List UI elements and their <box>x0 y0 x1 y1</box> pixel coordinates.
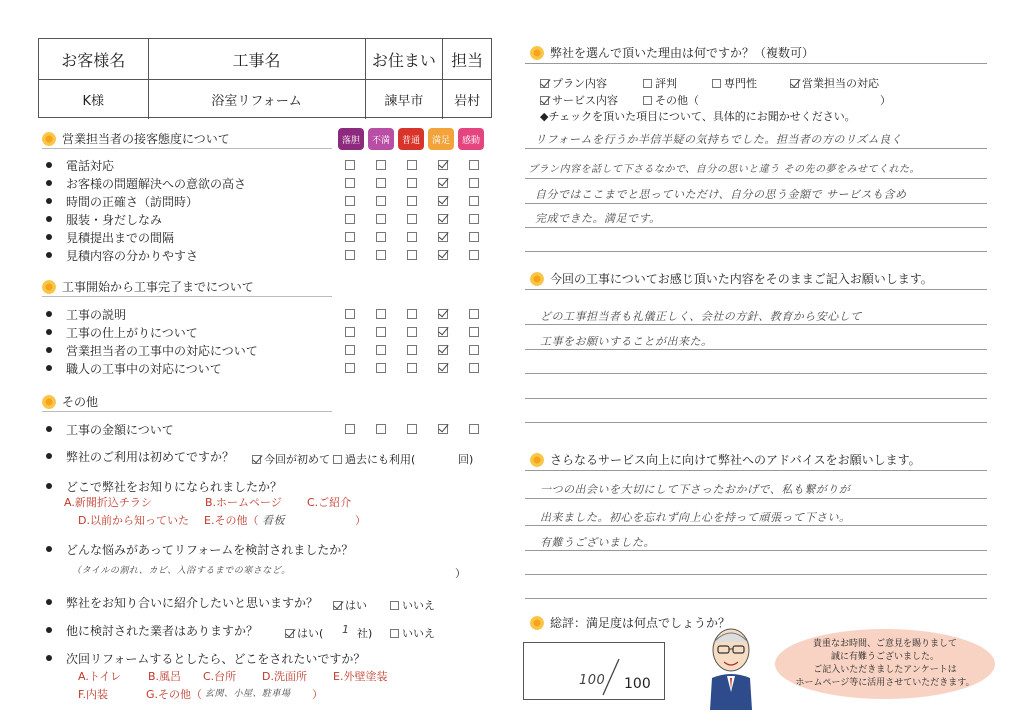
rating-badge: 落胆 <box>338 128 364 150</box>
question-first <box>46 447 234 465</box>
question-how <box>46 477 282 495</box>
rating-checkbox[interactable] <box>438 345 448 355</box>
rating-boxes <box>345 232 479 242</box>
score-slash <box>599 657 623 697</box>
customer-name: K様 <box>39 80 149 119</box>
answer-line <box>525 203 987 204</box>
question-next <box>46 649 365 667</box>
bullet-icon <box>46 655 52 661</box>
question-label: 電話対応 <box>66 158 115 173</box>
question-label: 工事の仕上がりについて <box>66 325 198 340</box>
checkbox[interactable] <box>252 455 261 464</box>
rating-checkbox[interactable] <box>469 196 479 206</box>
rating-checkbox[interactable] <box>407 424 417 434</box>
bullet-icon <box>46 198 52 204</box>
bullet-icon <box>46 453 52 459</box>
question-label: 職人の工事中の対応について <box>66 361 222 376</box>
rating-checkbox[interactable] <box>469 232 479 242</box>
reason-handwritten-line: 自分ではここまでと思っていただけ、自分の思う金額で サービスも含め <box>535 188 907 201</box>
other-no-option[interactable] <box>390 625 435 641</box>
question-label: 営業担当者の工事中の対応について <box>66 343 258 358</box>
question-label: 時間の正確さ（訪問時） <box>66 194 199 209</box>
answer-line <box>525 349 987 350</box>
option-label: その他（ <box>655 94 699 107</box>
rating-boxes <box>345 196 479 206</box>
option-label: 今回が初めて <box>264 453 330 466</box>
rating-checkbox[interactable] <box>376 214 386 224</box>
rating-checkbox[interactable] <box>469 424 479 434</box>
option-label: プラン内容 <box>552 77 607 90</box>
bullet-icon <box>46 162 52 168</box>
question-price <box>46 420 174 438</box>
work-name: 浴室リフォーム <box>149 80 366 119</box>
rating-checkbox[interactable] <box>376 250 386 260</box>
rating-boxes <box>345 214 479 224</box>
checkbox[interactable] <box>333 601 342 610</box>
next-option-a[interactable]: A.トイレ <box>78 670 122 683</box>
staff-name: 岩村 <box>454 94 481 109</box>
rating-checkbox[interactable] <box>376 363 386 373</box>
score-handwritten: 100 <box>579 673 606 688</box>
rating-scale <box>338 128 484 150</box>
bullet-icon <box>46 216 52 222</box>
question-label: 弊社のご利用は初めてですか？ <box>66 449 235 464</box>
rating-checkbox[interactable] <box>376 345 386 355</box>
rating-boxes <box>345 160 479 170</box>
question-label: 他に検討された業者はありますか？ <box>66 623 259 638</box>
rating-badge: 不満 <box>368 128 394 150</box>
question-label: 弊社をお知り合いに紹介したいと思いますか？ <box>66 595 319 610</box>
next-option-f[interactable]: F.内装 <box>78 688 109 701</box>
rating-checkbox[interactable] <box>469 309 479 319</box>
option-label: はい( <box>297 627 324 640</box>
flower-icon <box>530 46 544 60</box>
advice-question: さらなるサービス向上に向けて弊社へのアドバイスをお願いします。 <box>550 453 921 467</box>
next-other-handwritten: 玄関、小屋、駐車場 <box>205 689 291 699</box>
divider <box>42 296 332 297</box>
answer-line <box>525 498 987 499</box>
question-other <box>46 621 258 639</box>
section3-title-text: その他 <box>62 395 99 409</box>
question-row <box>46 228 174 246</box>
checkbox[interactable] <box>540 96 549 105</box>
bullet-icon <box>46 234 52 240</box>
option-label: 営業担当の対応 <box>802 77 879 90</box>
advice-handwritten-line: 一つの出会いを大切にして下さったおかげで、私も繋がりが <box>540 483 851 496</box>
option-label: サービス内容 <box>552 94 618 107</box>
answer-line <box>525 574 987 575</box>
flower-icon <box>42 395 56 409</box>
reason-service-option[interactable] <box>540 92 618 108</box>
answer-line <box>525 178 987 179</box>
header-work: 工事名 <box>149 39 366 79</box>
answer-line <box>525 251 987 252</box>
rating-checkbox[interactable] <box>376 424 386 434</box>
option-label: ） <box>455 567 466 580</box>
score-max: 100 <box>624 676 651 692</box>
answer-line <box>525 598 987 599</box>
reason-handwritten-line: リフォームを行うか半信半疑の気持ちでした。担当者の方のリズム良く <box>535 133 903 146</box>
bullet-icon <box>46 483 52 489</box>
answer-line <box>525 324 987 325</box>
answer-line <box>525 227 987 228</box>
rating-checkbox[interactable] <box>438 196 448 206</box>
question-row <box>46 341 258 359</box>
rating-checkbox[interactable] <box>438 250 448 260</box>
how-option-e[interactable]: E.その他（ <box>204 514 259 527</box>
rating-checkbox[interactable] <box>376 196 386 206</box>
score-box <box>523 642 665 700</box>
feel-handwritten-line: 工事をお願いすることが出来た。 <box>540 335 713 348</box>
first-yes-option[interactable] <box>252 451 330 467</box>
thanks-line: ご記入いただきましたアンケートは <box>813 665 957 675</box>
checkbox[interactable] <box>333 455 342 464</box>
checkbox[interactable] <box>643 96 652 105</box>
question-row <box>46 192 198 210</box>
checkbox[interactable] <box>390 601 399 610</box>
question-worry <box>46 540 353 558</box>
question-row <box>46 305 126 323</box>
rating-badge: 普通 <box>398 128 424 150</box>
bullet-icon <box>46 329 52 335</box>
rating-checkbox[interactable] <box>376 327 386 337</box>
rating-checkbox[interactable] <box>345 196 355 206</box>
rating-checkbox[interactable] <box>345 178 355 188</box>
option-label: 評判 <box>655 77 677 90</box>
bullet-icon <box>46 180 52 186</box>
rating-checkbox[interactable] <box>469 345 479 355</box>
rating-checkbox[interactable] <box>438 178 448 188</box>
rating-checkbox[interactable] <box>407 250 417 260</box>
question-label: 服装・身だしなみ <box>66 212 163 227</box>
question-label: 工事の説明 <box>66 307 127 322</box>
option-label: 専門性 <box>724 77 757 90</box>
rating-checkbox[interactable] <box>469 250 479 260</box>
question-label: どんな悩みがあってリフォームを検討されましたか？ <box>66 542 354 557</box>
rating-boxes <box>345 327 479 337</box>
answer-line <box>525 422 987 423</box>
option-label: ） <box>312 688 323 701</box>
reason-handwritten-line: 完成できた。満足です。 <box>535 212 661 225</box>
rating-checkbox[interactable] <box>407 345 417 355</box>
answer-line <box>525 148 987 149</box>
rating-boxes <box>345 345 479 355</box>
rating-checkbox[interactable] <box>345 214 355 224</box>
section2-title-text: 工事開始から工事完了までについて <box>62 280 254 294</box>
rating-checkbox[interactable] <box>376 309 386 319</box>
bullet-icon <box>46 252 52 258</box>
answer-line <box>525 373 987 374</box>
rating-badge: 満足 <box>428 128 454 150</box>
question-intro <box>46 593 318 611</box>
bullet-icon <box>46 599 52 605</box>
staff-mascot-icon <box>700 620 762 712</box>
reason-plan-option[interactable] <box>540 75 607 91</box>
flower-icon <box>530 272 544 286</box>
rating-boxes <box>345 250 479 260</box>
rating-checkbox[interactable] <box>469 178 479 188</box>
option-label: ） <box>880 94 891 107</box>
rating-checkbox[interactable] <box>345 160 355 170</box>
bullet-icon <box>46 546 52 552</box>
checkbox[interactable] <box>643 79 652 88</box>
score-question: 総評：満足度は何点でしょうか？ <box>550 616 731 630</box>
header-staff: 担当 <box>451 50 484 70</box>
option-label: いいえ <box>402 599 435 612</box>
question-label: 見積内容の分かりやすさ <box>66 248 199 263</box>
rating-checkbox[interactable] <box>469 214 479 224</box>
rating-checkbox[interactable] <box>438 327 448 337</box>
first-no-option[interactable] <box>333 451 415 467</box>
flower-icon <box>530 616 544 630</box>
option-label: 回) <box>458 453 474 466</box>
worry-handwritten: （タイルの割れ、カビ、入浴するまでの寒さなど。 <box>72 566 291 576</box>
divider <box>42 411 332 412</box>
reason-title <box>530 44 814 61</box>
bullet-icon <box>46 347 52 353</box>
reason-expertise-option[interactable] <box>712 75 757 91</box>
next-option-g[interactable]: G.その他（ <box>146 688 203 701</box>
bullet-icon <box>46 311 52 317</box>
feel-title <box>530 270 933 287</box>
reason-sales-option[interactable] <box>790 75 879 91</box>
rating-checkbox[interactable] <box>345 232 355 242</box>
question-row <box>46 246 198 264</box>
rating-checkbox[interactable] <box>407 232 417 242</box>
thanks-line: 誠に有難うございました。 <box>830 652 939 662</box>
address: 諫早市 <box>366 80 444 119</box>
rating-checkbox[interactable] <box>345 345 355 355</box>
rating-checkbox[interactable] <box>438 214 448 224</box>
advice-handwritten-line: 有難うございました。 <box>540 536 655 549</box>
rating-checkbox[interactable] <box>345 424 355 434</box>
section2-title <box>42 278 254 295</box>
rating-checkbox[interactable] <box>407 214 417 224</box>
reason-reputation-option[interactable] <box>643 75 677 91</box>
section1-title <box>42 130 230 147</box>
rating-checkbox[interactable] <box>469 363 479 373</box>
how-option-c[interactable]: C.ご紹介 <box>307 496 352 509</box>
divider <box>42 148 332 149</box>
bullet-icon <box>46 426 52 432</box>
checkbox[interactable] <box>790 79 799 88</box>
rating-checkbox[interactable] <box>407 363 417 373</box>
how-option-a[interactable]: A.新聞折込チラシ <box>64 496 152 509</box>
question-label: 見積提出までの間隔 <box>66 230 175 245</box>
checkbox[interactable] <box>390 629 399 638</box>
rating-checkbox[interactable] <box>407 160 417 170</box>
next-option-e[interactable]: E.外壁塗装 <box>333 670 388 683</box>
rating-boxes <box>345 309 479 319</box>
rating-checkbox[interactable] <box>345 309 355 319</box>
thanks-line: 貴重なお時間、ご意見を賜りまして <box>812 639 957 649</box>
checkbox[interactable] <box>712 79 721 88</box>
other-yes-option[interactable] <box>285 625 323 641</box>
advice-handwritten-line: 出来ました。初心を忘れず向上心を持って頑張って下さい。 <box>540 511 851 524</box>
rating-checkbox[interactable] <box>407 327 417 337</box>
question-row <box>46 174 246 192</box>
flower-icon <box>530 453 544 467</box>
checkbox[interactable] <box>540 79 549 88</box>
option-label: 過去にも利用( <box>345 453 416 466</box>
rating-boxes <box>345 178 479 188</box>
section3-title <box>42 393 98 410</box>
bullet-icon <box>46 627 52 633</box>
rating-checkbox[interactable] <box>376 178 386 188</box>
rating-checkbox[interactable] <box>469 327 479 337</box>
bullet-icon <box>46 365 52 371</box>
other-count-handwritten: 1 <box>342 623 350 636</box>
feel-question: 今回の工事についてお感じ頂いた内容をそのままご記入お願いします。 <box>550 272 933 286</box>
rating-checkbox[interactable] <box>407 178 417 188</box>
divider <box>525 63 987 64</box>
option-label: ） <box>355 514 366 527</box>
reason-other-option[interactable] <box>643 92 699 108</box>
rating-checkbox[interactable] <box>345 363 355 373</box>
thanks-bubble <box>775 629 995 699</box>
question-label: どこで弊社をお知りになられましたか？ <box>66 479 283 494</box>
divider <box>525 470 987 471</box>
answer-line <box>525 398 987 399</box>
rating-checkbox[interactable] <box>376 232 386 242</box>
divider <box>525 289 987 290</box>
rating-checkbox[interactable] <box>438 363 448 373</box>
rating-checkbox[interactable] <box>407 309 417 319</box>
answer-line <box>525 550 987 551</box>
flower-icon <box>42 280 56 294</box>
rating-checkbox[interactable] <box>407 196 417 206</box>
next-option-b[interactable]: B.風呂 <box>148 670 182 683</box>
reason-handwritten-line: プラン内容を話して下さるなかで、自分の思いと違う その先の夢をみせてくれた。 <box>528 164 920 175</box>
advice-title <box>530 451 921 468</box>
customer-info-table <box>38 38 492 118</box>
intro-yes-option[interactable] <box>333 597 367 613</box>
rating-checkbox[interactable] <box>345 250 355 260</box>
next-option-c[interactable]: C.台所 <box>203 670 237 683</box>
checkbox[interactable] <box>285 629 294 638</box>
how-option-b[interactable]: B.ホームページ <box>205 496 282 509</box>
how-other-handwritten: 看板 <box>262 514 285 527</box>
question-row <box>46 156 114 174</box>
rating-badge: 感動 <box>458 128 484 150</box>
how-option-d[interactable]: D.以前から知っていた <box>78 514 189 527</box>
rating-checkbox[interactable] <box>438 309 448 319</box>
section1-title-text: 営業担当者の接客態度について <box>62 132 230 146</box>
rating-checkbox[interactable] <box>438 232 448 242</box>
intro-no-option[interactable] <box>390 597 435 613</box>
next-option-d[interactable]: D.洗面所 <box>262 670 307 683</box>
rating-checkbox[interactable] <box>438 424 448 434</box>
rating-checkbox[interactable] <box>469 160 479 170</box>
rating-checkbox[interactable] <box>438 160 448 170</box>
reason-note: ◆チェックを頂いた項目について、具体的にお聞かせください。 <box>540 110 856 123</box>
question-label: 次回リフォームするとしたら、どこをされたいですか？ <box>66 651 366 666</box>
rating-checkbox[interactable] <box>345 327 355 337</box>
option-label: 社) <box>357 627 373 640</box>
header-customer: お客様名 <box>39 39 149 79</box>
question-row <box>46 210 162 228</box>
flower-icon <box>42 132 56 146</box>
rating-checkbox[interactable] <box>376 160 386 170</box>
thanks-line: ホームページ等に活用させていただきます。 <box>795 678 975 688</box>
option-label: はい <box>345 599 367 612</box>
option-label: いいえ <box>402 627 435 640</box>
question-label: お客様の問題解決への意欲の高さ <box>66 176 247 191</box>
question-row <box>46 323 198 341</box>
question-row <box>46 359 222 377</box>
question-label: 工事の金額について <box>66 422 174 437</box>
price-rating <box>345 424 479 434</box>
reason-question: 弊社を選んで頂いた理由は何ですか？（複数可） <box>550 46 815 60</box>
header-address: お住まい <box>366 39 444 79</box>
rating-boxes <box>345 363 479 373</box>
feel-handwritten-line: どの工事担当者も礼儀正しく、会社の方針、教育から安心して <box>540 310 862 323</box>
answer-line <box>525 525 987 526</box>
